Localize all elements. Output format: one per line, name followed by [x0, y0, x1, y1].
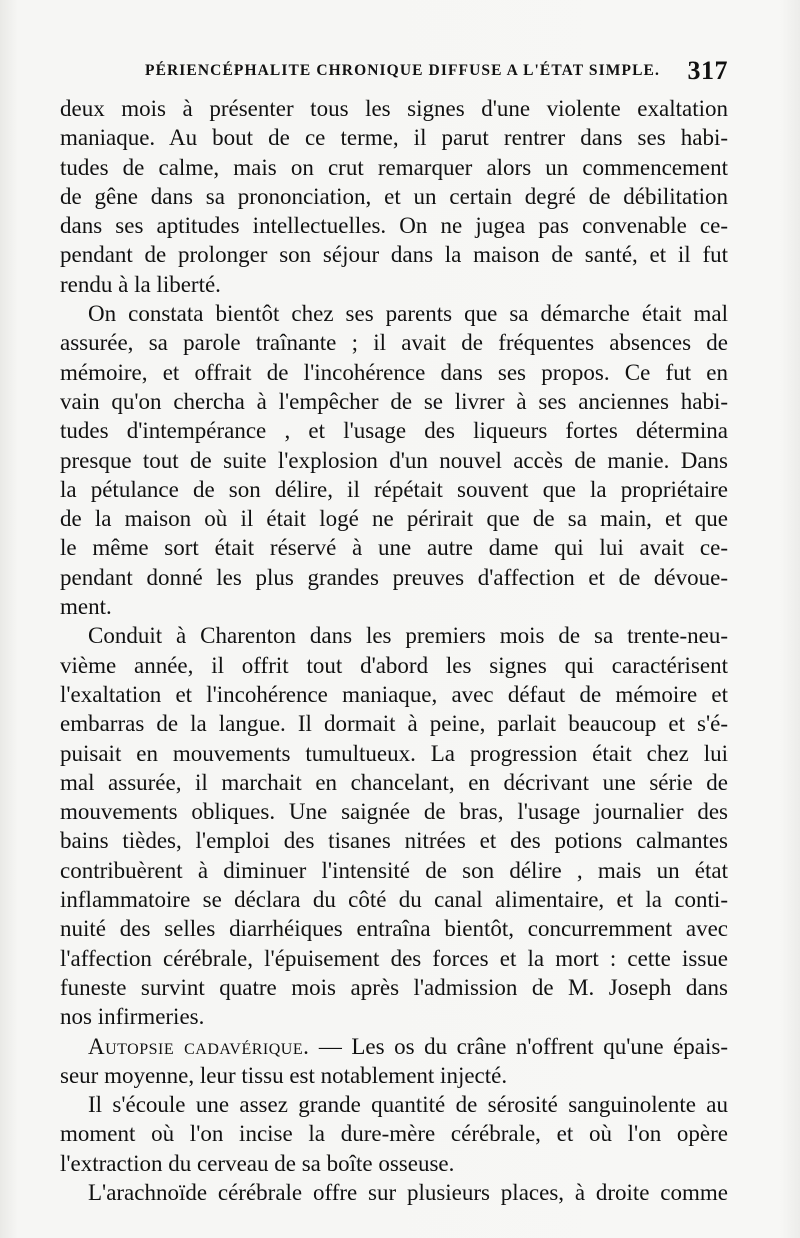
- text-line: Conduit à Charenton dans les premiers mois de sa trente-neu-: [88, 623, 728, 649]
- autopsy-findings: [60, 1061, 728, 1207]
- text-line: deux mois à présenter tous les signes d'une violente exaltation: [60, 96, 728, 121]
- page-number: 317: [687, 56, 728, 85]
- text-line: le même sort était réservé à une autre dame qui lui avait ce-: [60, 535, 728, 561]
- text-line: nuité des selles diarrhéiques entraîna bientôt, concurremment avec: [60, 916, 728, 942]
- text-line: nos infirmeries.: [60, 1004, 205, 1030]
- body-text: [60, 94, 728, 1207]
- running-head: [60, 56, 728, 88]
- text-line: maniaque. Au bout de ce terme, il parut rentrer dans ses habi-: [60, 125, 728, 151]
- text-line: contribuèrent à diminuer l'intensité de son délire , mais un état: [60, 857, 728, 883]
- text-line: mal assurée, il marchait en chancelant, en décrivant une série de: [60, 769, 728, 795]
- autopsy-line-text: — Les os du crâne n'offrent qu'une épais-: [309, 1033, 728, 1059]
- text-line: L'arachnoïde cérébrale offre sur plusieurs places, à droite comme: [88, 1179, 728, 1205]
- text-line: seur moyenne, leur tissu est notablement injecté.: [60, 1062, 508, 1088]
- text-line: l'extraction du cerveau de sa boîte osseuse.: [60, 1150, 455, 1176]
- text-line: dans ses aptitudes intellectuelles. On ne jugea pas convenable ce-: [60, 213, 728, 239]
- text-line: assurée, sa parole traînante ; il avait de fréquentes absences de: [60, 330, 728, 356]
- text-line: moment où l'on incise la dure-mère cérébrale, et où l'on opère: [60, 1121, 728, 1147]
- text-line: inflammatoire se déclara du côté du canal alimentaire, et la conti-: [60, 887, 728, 913]
- text-line: de gêne dans sa prononciation, et un certain degré de débilitation: [60, 183, 728, 209]
- clinical-history: [60, 94, 728, 1032]
- text-line: ment.: [60, 594, 112, 620]
- text-line: puisait en mouvements tumultueux. La progression était chez lui: [60, 740, 728, 766]
- text-line: de la maison où il était logé ne périrait que de sa main, et que: [60, 506, 728, 532]
- text-line: l'exaltation et l'incohérence maniaque, avec défaut de mémoire et: [60, 681, 728, 707]
- text-line: tudes de calme, mais on crut remarquer alors un commencement: [60, 154, 728, 180]
- text-line: bains tièdes, l'emploi des tisanes nitrées et des potions calmantes: [60, 828, 728, 854]
- text-line: la pétulance de son délire, il répétait souvent que la propriétaire: [60, 476, 728, 502]
- text-line: rendu à la liberté.: [60, 271, 221, 297]
- text-line: embarras de la langue. Il dormait à peine, parlait beaucoup et s'é-: [60, 711, 728, 737]
- text-line: l'affection cérébrale, l'épuisement des forces et la mort : cette issue: [60, 945, 728, 971]
- autopsy-heading: Autopsie cadavérique.: [88, 1033, 310, 1059]
- text-line: pendant de prolonger son séjour dans la maison de santé, et il fut: [60, 242, 728, 268]
- text-line: vième année, il offrit tout d'abord les signes qui caractérisent: [60, 652, 728, 678]
- text-line: presque tout de suite l'explosion d'un nouvel accès de manie. Dans: [60, 447, 728, 473]
- text-line: mémoire, et offrait de l'incohérence dans ses propos. Ce fut en: [60, 359, 728, 385]
- text-line: Il s'écoule une assez grande quantité de sérosité sanguinolente au: [88, 1092, 728, 1118]
- text-line: vain qu'on chercha à l'empêcher de se livrer à ses anciennes habi-: [60, 388, 728, 414]
- text-line: On constata bientôt chez ses parents que sa démarche était mal: [88, 301, 728, 327]
- autopsy-paragraph-first-line: [60, 1032, 728, 1061]
- text-line: funeste survint quatre mois après l'admission de M. Joseph dans: [60, 974, 728, 1000]
- text-line: mouvements obliques. Une saignée de bras, l'usage journalier des: [60, 799, 728, 825]
- text-line: tudes d'intempérance , et l'usage des liqueurs fortes détermina: [60, 418, 728, 444]
- text-line: pendant donné les plus grandes preuves d'affection et de dévoue-: [60, 564, 728, 590]
- running-title: PÉRIENCÉPHALITE CHRONIQUE DIFFUSE A L'ÉTAT SIMPLE.: [145, 62, 660, 79]
